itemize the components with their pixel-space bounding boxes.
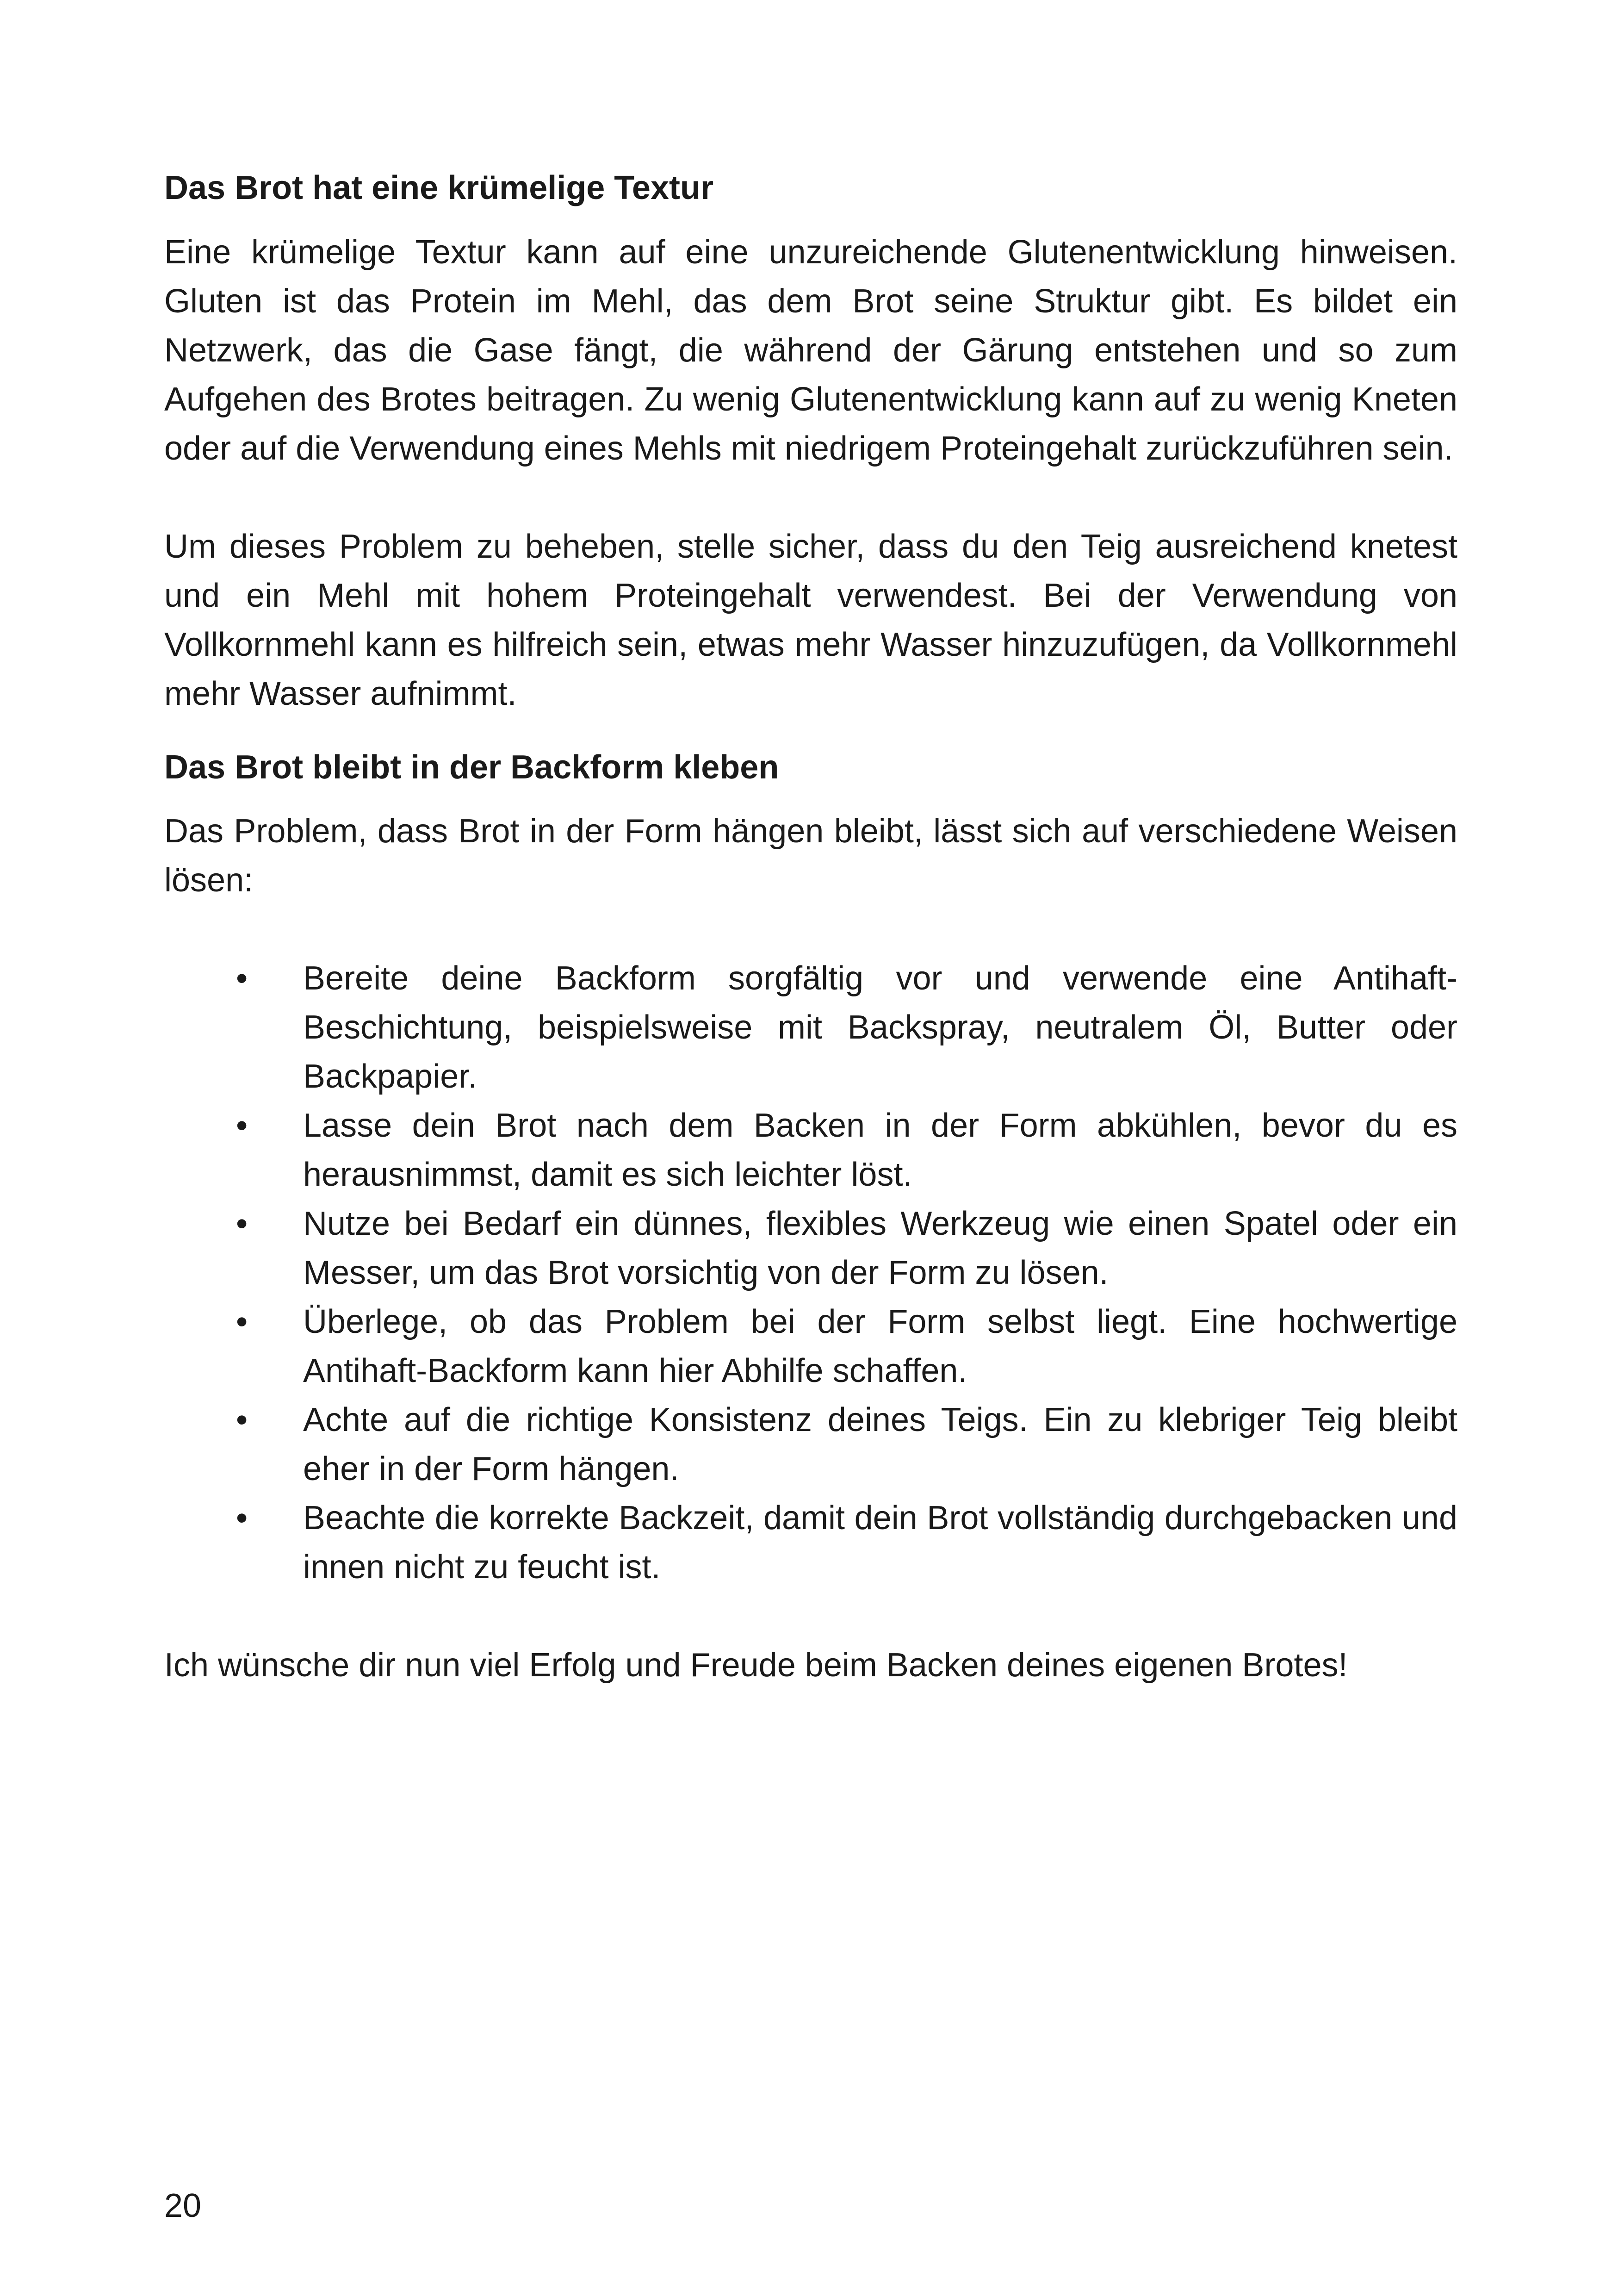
page-content — [164, 167, 1457, 1690]
bullet-icon: • — [236, 1401, 248, 1439]
tips-list — [164, 954, 1457, 1592]
bullet-icon: • — [236, 960, 248, 997]
section-spacer — [164, 718, 1457, 746]
paragraph-crumbly-cause: Eine krümelige Textur kann auf eine unzureichende Glutenentwicklung hinweisen. Gluten ist das Protein im Mehl, das dem Brot seine Struktur gibt. Es bildet ein Netzwerk, das die Gase fängt, die während der Gärung entstehen und so zum Aufgehen des Brotes beitragen. Zu wenig Glutenentwicklung kann auf zu wenig Kneten oder auf die Verwendung eines Mehls mit niedrigem Proteingehalt zurückzuführen sein. — [164, 233, 1457, 467]
paragraph-crumbly-fix: Um dieses Problem zu beheben, stelle sicher, dass du den Teig ausreichend knetest und ein Mehl mit hohem Proteingehalt verwendest. Bei der Verwendung von Vollkornmehl kann es hilfreich sein, etwas mehr Wasser hinzuzufügen, da Vollkornmehl mehr Wasser aufnimmt. — [164, 528, 1457, 712]
list-item-text: Nutze bei Bedarf ein dünnes, flexibles Werkzeug wie einen Spatel oder ein Messer, um das Brot vorsichtig von der Form zu lösen. — [303, 1205, 1457, 1292]
section-heading-sticking-pan: Das Brot bleibt in der Backform kleben — [164, 748, 779, 786]
bullet-icon: • — [236, 1303, 248, 1341]
list-item — [236, 954, 1457, 1101]
paragraph-spacer — [164, 473, 1457, 522]
bullet-icon: • — [236, 1205, 248, 1243]
bullet-icon: • — [236, 1500, 248, 1537]
list-item — [236, 1395, 1457, 1493]
list-item-text: Achte auf die richtige Konsistenz deines Teigs. Ein zu klebriger Teig bleibt eher in der Form hängen. — [303, 1401, 1457, 1488]
list-item — [236, 1297, 1457, 1395]
list-item-text: Beachte die korrekte Backzeit, damit dein Brot vollständig durchgebacken und innen nicht zu feucht ist. — [303, 1500, 1457, 1586]
bullet-icon: • — [236, 1107, 248, 1145]
list-item-text: Überlege, ob das Problem bei der Form selbst liegt. Eine hochwertige Antihaft-Backform kann hier Abhilfe schaffen. — [303, 1303, 1457, 1390]
paragraph-spacer — [164, 905, 1457, 954]
list-item-text: Bereite deine Backform sorgfältig vor und verwende eine Antihaft-Beschichtung, beispielsweise mit Backspray, neutralem Öl, Butter oder Backpapier. — [303, 960, 1457, 1095]
section-heading-crumbly-texture: Das Brot hat eine krümelige Textur — [164, 169, 713, 206]
list-item — [236, 1101, 1457, 1199]
paragraph-spacer — [164, 1592, 1457, 1641]
list-item — [236, 1199, 1457, 1297]
list-item — [236, 1493, 1457, 1592]
list-item-text: Lasse dein Brot nach dem Backen in der Form abkühlen, bevor du es herausnimmst, damit es sich leichter löst. — [303, 1107, 1457, 1194]
paragraph-sticking-intro: Das Problem, dass Brot in der Form hängen bleibt, lässt sich auf verschiedene Weisen lösen: — [164, 813, 1457, 899]
page-number: 20 — [164, 2187, 202, 2224]
closing-sentence: Ich wünsche dir nun viel Erfolg und Freude beim Backen deines eigenen Brotes! — [164, 1647, 1348, 1684]
